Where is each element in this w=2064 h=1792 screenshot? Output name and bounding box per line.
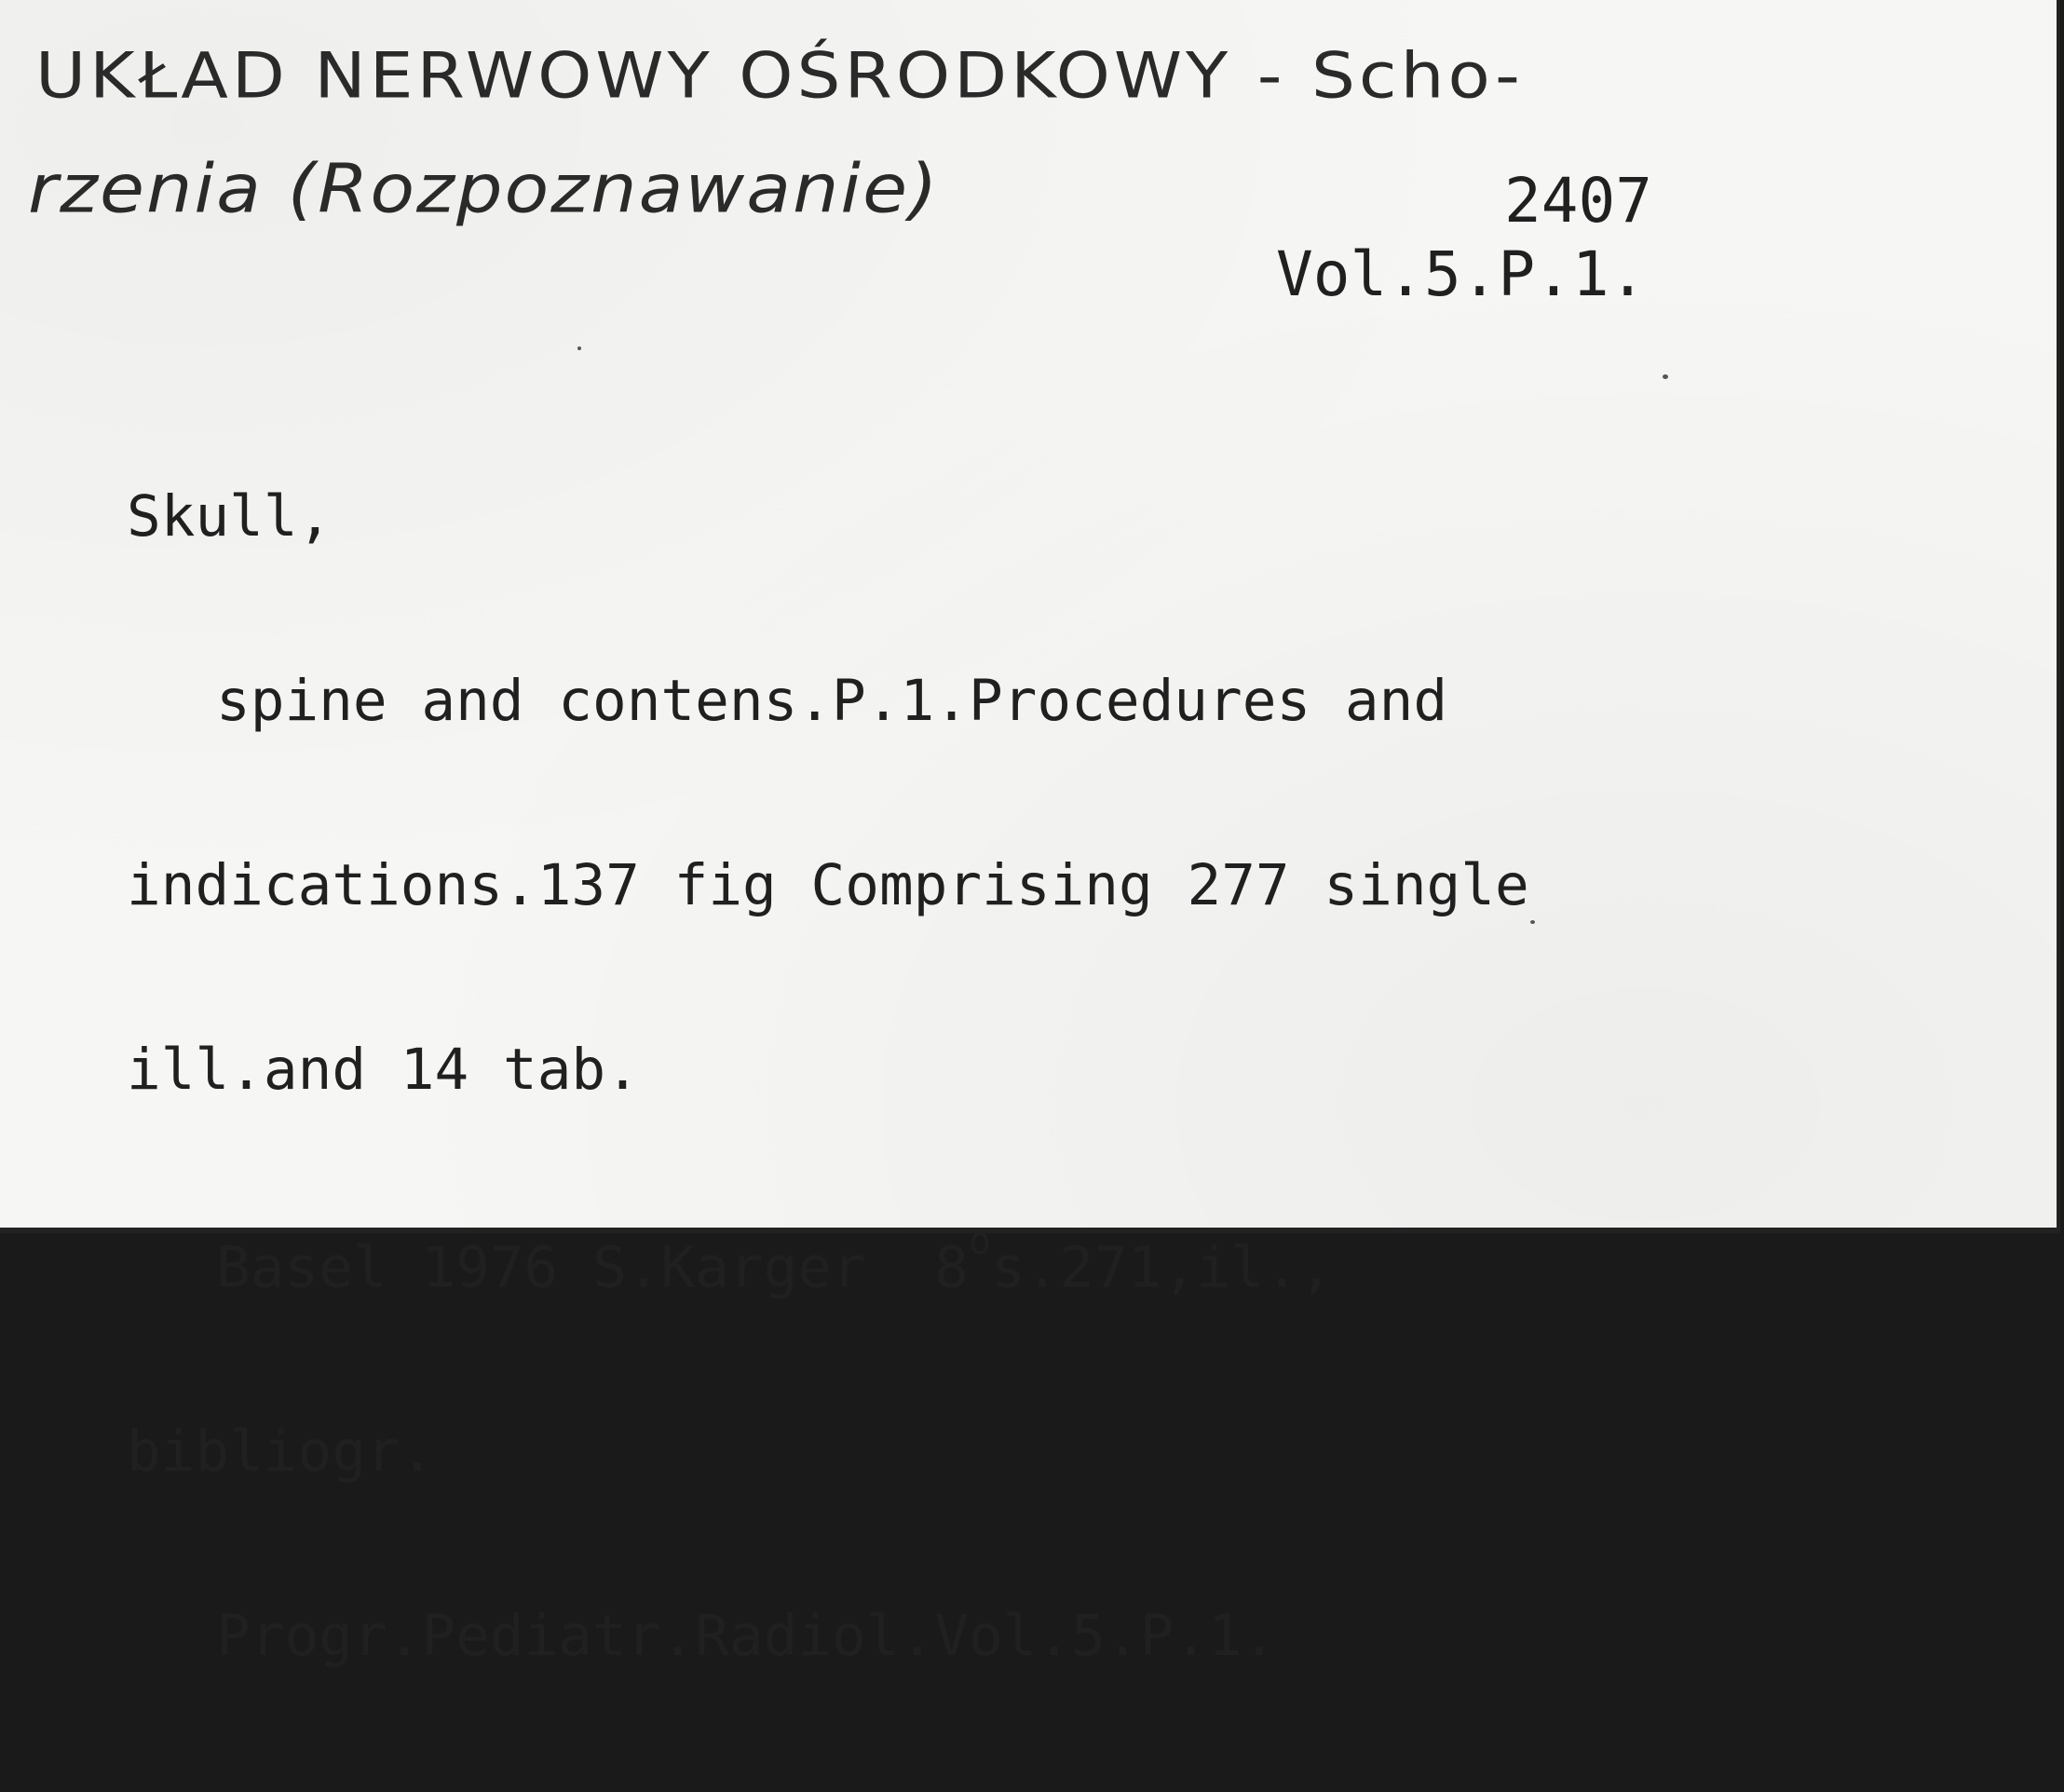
heading-line-2: rzenia (Rozpoznawanie) (28, 151, 940, 228)
entry-illustrations-line: ill.and 14 tab. (127, 1037, 640, 1103)
imprint-publisher: Basel 1976 S.Karger 8 (216, 1234, 969, 1301)
entry-imprint-line (127, 1220, 1529, 1301)
entry-subtitle-line: spine and contens.P.1.Procedures and (216, 668, 1448, 734)
imprint-pages: s.271,il., (991, 1234, 1334, 1301)
bibliographic-entry (127, 363, 1529, 1790)
entry-series-line: Progr.Pediatr.Radiol.Vol.5.P.1. (216, 1603, 1277, 1670)
dust-speck (1663, 374, 1668, 379)
format-superscript: o (968, 1220, 992, 1263)
entry-description-line: indications.137 fig Comprising 277 single (127, 852, 1529, 918)
volume-reference: Vol.5.P.1. (1276, 238, 1647, 310)
entry-title-line: Skull, (127, 483, 333, 550)
heading-line-1: UKŁAD NERWOWY OŚRODKOWY - Scho- (35, 39, 1524, 114)
dust-speck (1530, 920, 1535, 924)
dust-speck (577, 346, 581, 350)
call-number: 2407 (1504, 165, 1652, 237)
entry-bibliography-line: bibliogr. (127, 1419, 435, 1486)
